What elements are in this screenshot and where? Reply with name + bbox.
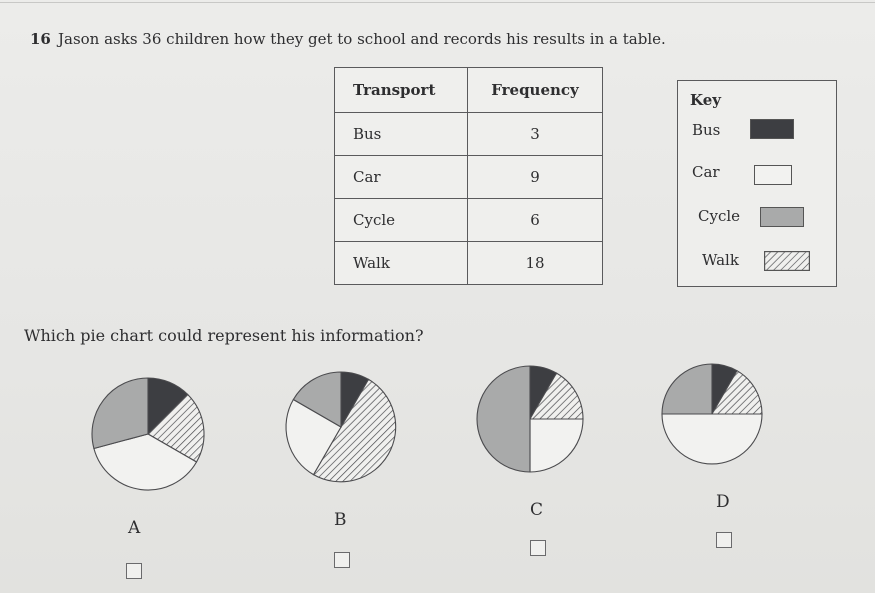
header-frequency: Frequency: [468, 68, 603, 113]
cell-frequency: 3: [468, 113, 603, 156]
key-label-bus: Bus: [692, 121, 721, 139]
answer-checkbox-a[interactable]: [126, 563, 142, 579]
cell-frequency: 6: [468, 199, 603, 242]
table-row: [335, 199, 603, 242]
cell-transport: Walk: [335, 242, 468, 285]
key-legend: [677, 80, 837, 287]
option-label-d: D: [716, 492, 730, 512]
pie-slice-cycle: [477, 366, 530, 472]
cell-frequency: 9: [468, 156, 603, 199]
pie-chart-b: [284, 370, 398, 484]
key-swatch-cycle: [760, 207, 804, 227]
pie-slice-cycle: [662, 364, 712, 414]
key-label-cycle: Cycle: [698, 207, 741, 225]
pie-slice-car: [530, 419, 583, 472]
answer-checkbox-d[interactable]: [716, 532, 732, 548]
key-title: Key: [690, 91, 721, 109]
pie-chart-a: [86, 376, 210, 492]
option-label-b: B: [334, 510, 347, 530]
option-label-a: A: [128, 518, 141, 538]
table-row: [335, 242, 603, 285]
pie-slice-car: [662, 414, 762, 464]
key-swatch-walk: [764, 251, 810, 271]
key-label-walk: Walk: [702, 251, 739, 269]
question-number: 16: [30, 30, 51, 48]
cell-transport: Bus: [335, 113, 468, 156]
answer-checkbox-c[interactable]: [530, 540, 546, 556]
frequency-table: [334, 67, 603, 285]
option-label-c: C: [530, 500, 544, 520]
key-swatch-car: [754, 165, 792, 185]
table-row: [335, 156, 603, 199]
table-header-row: [335, 68, 603, 113]
pie-chart-d: [656, 362, 768, 466]
cell-frequency: 18: [468, 242, 603, 285]
cell-transport: Cycle: [335, 199, 468, 242]
header-transport: Transport: [335, 68, 468, 113]
question-text: Jason asks 36 children how they get to school and records his results in a table.: [58, 30, 666, 48]
key-swatch-bus: [750, 119, 794, 139]
sub-question: Which pie chart could represent his information?: [24, 326, 424, 345]
table-row: [335, 113, 603, 156]
pie-chart-c: [474, 364, 586, 474]
answer-checkbox-b[interactable]: [334, 552, 350, 568]
page-edge-line: [0, 2, 875, 3]
cell-transport: Car: [335, 156, 468, 199]
key-label-car: Car: [692, 163, 720, 181]
